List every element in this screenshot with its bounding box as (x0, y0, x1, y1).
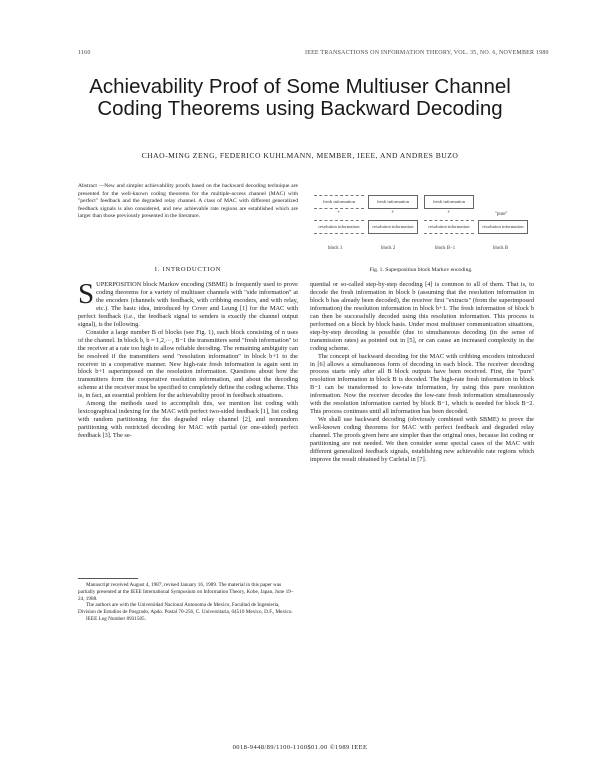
footnote-affiliation: The authors are with the Universidad Nacional Autonoma de Mexico, Facultad de Ingenieria, Division de Estudios de Posgrado, Apdo. Postal 70-256, C. Universitaria, 04510 Mexico, D.F., Mexico. (78, 602, 293, 616)
authors: CHAO-MING ZENG, FEDERICO KUHLMANN, MEMBER, IEEE, AND ANDRES BUZO (141, 151, 459, 160)
figure-caption: Fig. 1. Superposition block Markov encoding. (369, 267, 473, 273)
footnote (78, 582, 298, 670)
footnote-rule (78, 578, 138, 579)
fig-block-label: block B−1 (435, 246, 456, 251)
paragraph: We shall use backward decoding (obviously combined with SBME) to prove the well-known coding theorems for MAC with perfect feedback and degraded relay channel. The proofs given here are simpler than the original ones, because list coding or partitioning are not needed. We then consider some special cases of the MAC with different generalized feedback signals, establishing new achievable rate regions which improve the result obtained by Carleial in [7]. (310, 416, 534, 463)
paper-title: Achievability Proof of Some Multiuser Channel Coding Theorems using Backward Decoding (89, 75, 511, 120)
footnote-received: Manuscript received August 4, 1987; revised January 16, 1989. The material in this paper was partially presented at the IEEE International Symposium on Information Theory, Kobe, Japan, June 19–24, 1988. (78, 582, 294, 602)
fig-top-box-2: fresh information (368, 195, 418, 209)
fig-block-label: block 2 (381, 246, 396, 251)
plus-icon: + (447, 210, 451, 216)
footnote-log: IEEE Log Number 8931505. (86, 615, 146, 622)
left-column (78, 281, 298, 575)
paragraph: quential or so-called step-by-step decoding [4] is common to all of them. That is, to decode the fresh information in block b (assuming that the resolution information in block b has already been decoded), the receiver first "extracts" (from the superimposed information) the resolution information in block b+1. The fresh information of block b can then be successfully decoded using this resolution information. This process is performed on a block by block basis. Under most multiuser communication situations, step-by-step decoding is possible (due to simultaneous decoding (in the sense of transmission rates) as pointed out in [5], or can cause an increased complexity in the coding scheme. (310, 281, 534, 352)
fig-bottom-box-4: resolution information (478, 220, 528, 234)
plus-icon: + (337, 210, 341, 216)
plus-icon: + (391, 210, 395, 216)
journal-header: IEEE TRANSACTIONS ON INFORMATION THEORY, VOL. 35, NO. 6, NOVEMBER 1989 (305, 50, 549, 56)
paragraph: Among the methods used to accomplish this, we mention list coding with lexicographical indexing for the MAC with perfect two-sided feedback [1], list coding with random partitioning for the degraded relay channel [2], and nonrandom partitioning with restricted decoding for MAC with partial (or one-sided) perfect feedback [3]. The se- (78, 400, 298, 440)
paragraph (78, 281, 298, 329)
paragraph-text: UPERPOSITION block Markov encoding (SBME) is frequently used to prove coding theorems for a variety of multiuser channels with "side information" at the encoders (channels with feedback, with cribbing encoders, and with relay, etc.). The basic idea, introduced by Cover and Leung [1] for the MAC with perfect feedback (i.e., the feedback signal to senders is exactly the channel output signal), is the following. (78, 281, 298, 328)
fig-block-label: block 1 (328, 246, 343, 251)
figure-1 (310, 183, 532, 275)
page-number: 1160 (78, 50, 91, 56)
fig-top-box-3: fresh information (424, 195, 474, 209)
fig-bottom-box-1: resolution information (314, 220, 364, 234)
paragraph: Consider a large number B of blocks (see Fig. 1), each block consisting of n uses of the channel. In block b, b = 1,2,···, B−1 the transmitters send "fresh information" to the receiver at a rate too high to allow reliable decoding. The remaining ambiguity can be resolved if the transmitters send "resolution information" in block b+1 to the receiver in a cooperative manner. New high-rate fresh information is again sent in block b+1 superimposed on the resolution information. Questions about how the transmitters form the cooperative resolution information, and about the decoding scheme at the receiver must be specified to completely define the coding scheme. This is, in fact, an essential problem for the achievability proof in feedback situations. (78, 328, 298, 400)
fig-top-box-1: fresh information (314, 195, 364, 209)
fig-bottom-box-2: resolution information (368, 220, 418, 234)
paragraph: The concept of backward decoding for the MAC with cribbing encoders introduced in [6] allows a simultaneous form of decoding in each block. The receiver decoding process starts only after all B block outputs have been received. First, the "pure" resolution information in block B is decoded. The high-rate fresh information in block B−1 can be transformed to low-rate information, by using this pure resolution information. Now the receiver decodes the low-rate fresh information simultaneously with the resolution information carried by block B−1, which is needed for block B−2. This process continues until all information has been decoded. (310, 352, 534, 416)
fig-pure-label: "pure" (495, 212, 508, 217)
drop-cap: S (78, 281, 95, 310)
right-column (310, 281, 534, 735)
copyright-line: 0018-9448/89/1100-1160$01.00 ©1989 IEEE (232, 744, 368, 751)
fig-bottom-box-3: resolution information (424, 220, 474, 234)
section-heading: I. INTRODUCTION (154, 266, 222, 273)
fig-block-label: block B (493, 246, 509, 251)
abstract: Abstract —New and simpler achievability proofs based on the backward decoding technique are presented for the well-known coding theorems for the multiple-access channel (MAC) with "perfect" feedback and the degraded relay channel. A class of MAC with different generalized feedback signals is also considered, and new achievable rate regions are established which are larger than those previously presented in the literature. (78, 183, 298, 219)
